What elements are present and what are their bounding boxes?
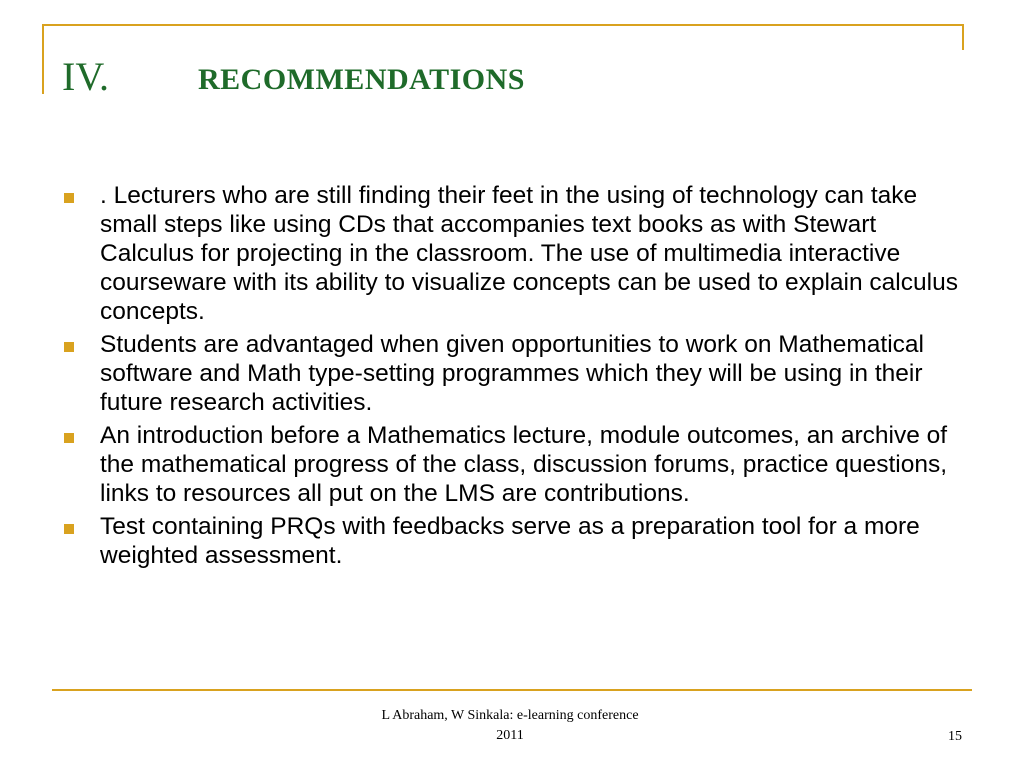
footer-line-2: 2011 — [496, 728, 524, 743]
left-border-line — [42, 24, 44, 94]
bullet-item-1 — [62, 181, 962, 326]
footer-divider — [52, 689, 972, 691]
slide-number: 15 — [948, 729, 962, 744]
right-border-line — [962, 24, 964, 50]
footer-line-1: L Abraham, W Sinkala: e-learning conference — [381, 708, 639, 723]
title-text: RECOMMENDATIONS — [198, 63, 525, 96]
bullet-list — [62, 181, 962, 574]
bullet-text-3: An introduction before a Mathematics lecture, module outcomes, an archive of the mathematical progress of the class, discussion forums, practice questions, links to resources all put on the LMS are contributions. — [100, 422, 948, 507]
title-number: IV. — [62, 54, 110, 99]
bullet-item-2 — [62, 330, 962, 417]
top-border-line — [42, 24, 964, 26]
bullet-item-4 — [62, 512, 962, 570]
square-bullet-icon — [64, 193, 74, 203]
bullet-text-1: . Lecturers who are still finding their feet in the using of technology can take small steps like using CDs that accompanies text books as with Stewart Calculus for projecting in the classroom. The use of multimedia interactive courseware with its ability to visualize concepts can be used to explain calculus concepts. — [100, 182, 958, 325]
square-bullet-icon — [64, 342, 74, 352]
bullet-text-4: Test containing PRQs with feedbacks serve as a preparation tool for a more weighted assessment. — [100, 513, 920, 569]
bullet-text-2: Students are advantaged when given opportunities to work on Mathematical software and Math type-setting programmes which they will be using in their future research activities. — [100, 331, 924, 416]
footer-caption — [300, 706, 720, 746]
square-bullet-icon — [64, 524, 74, 534]
bullet-item-3 — [62, 421, 962, 508]
square-bullet-icon — [64, 433, 74, 443]
